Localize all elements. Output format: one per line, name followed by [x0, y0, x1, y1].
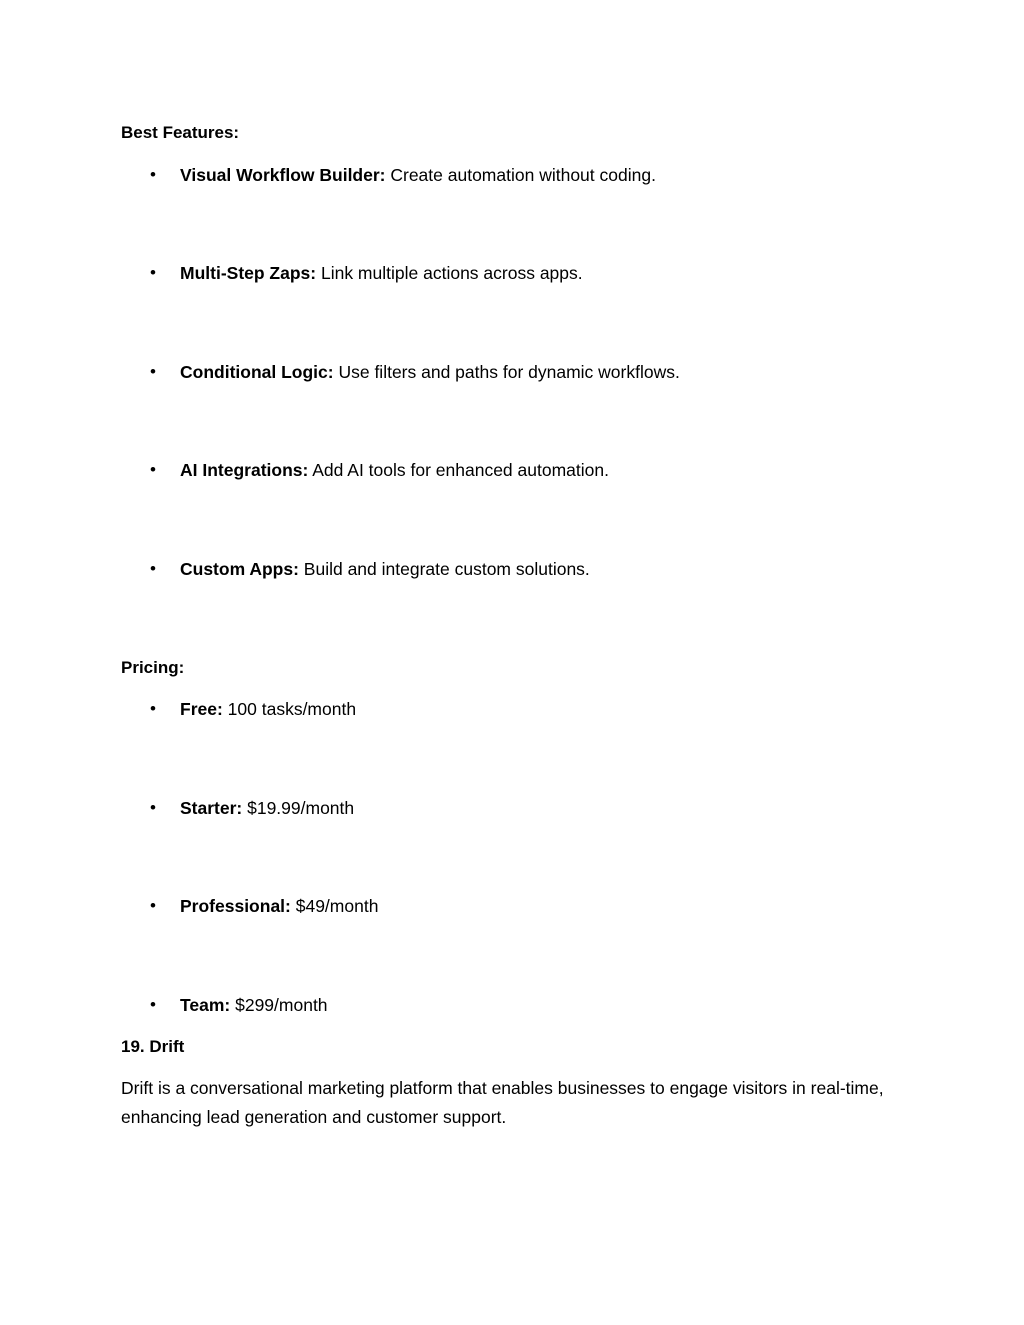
bullet-icon: •: [150, 798, 156, 817]
pricing-item-text: [180, 994, 328, 1016]
pricing-desc: 100 tasks/month: [222, 699, 357, 719]
bullet-icon: •: [150, 559, 156, 578]
bullet-icon: •: [150, 699, 156, 718]
features-heading: Best Features:: [121, 123, 240, 142]
feature-term: Conditional Logic:: [180, 362, 334, 382]
feature-desc: Build and integrate custom solutions.: [298, 559, 590, 579]
pricing-item-text: [180, 698, 356, 720]
feature-desc: Create automation without coding.: [385, 165, 656, 185]
feature-term: Multi-Step Zaps:: [180, 263, 317, 283]
section-paragraph: Drift is a conversational marketing platform that enables businesses to engage visitors in real-time, enhancing lead generation and customer support.: [121, 1078, 884, 1127]
bullet-icon: •: [150, 165, 156, 184]
pricing-heading: Pricing:: [121, 658, 185, 677]
feature-desc: Use filters and paths for dynamic workflows.: [333, 362, 680, 382]
feature-item-text: [180, 361, 680, 383]
feature-item-text: [180, 262, 583, 284]
bullet-icon: •: [150, 995, 156, 1014]
bullet-icon: •: [150, 460, 156, 479]
pricing-item-text: [180, 797, 354, 819]
pricing-term: Free:: [180, 699, 223, 719]
feature-item-text: [180, 459, 609, 481]
pricing-desc: $19.99/month: [242, 798, 355, 818]
feature-term: Custom Apps:: [180, 559, 299, 579]
feature-term: Visual Workflow Builder:: [180, 165, 386, 185]
pricing-desc: $299/month: [230, 995, 328, 1015]
feature-desc: Add AI tools for enhanced automation.: [308, 460, 609, 480]
bullet-icon: •: [150, 362, 156, 381]
pricing-term: Team:: [180, 995, 231, 1015]
feature-item-text: [180, 558, 590, 580]
pricing-term: Professional:: [180, 896, 291, 916]
bullet-icon: •: [150, 263, 156, 282]
section-title: 19. Drift: [121, 1037, 185, 1056]
bullet-icon: •: [150, 896, 156, 915]
pricing-desc: $49/month: [290, 896, 379, 916]
pricing-term: Starter:: [180, 798, 243, 818]
feature-term: AI Integrations:: [180, 460, 309, 480]
feature-desc: Link multiple actions across apps.: [316, 263, 583, 283]
feature-item-text: [180, 164, 656, 186]
pricing-item-text: [180, 895, 378, 917]
